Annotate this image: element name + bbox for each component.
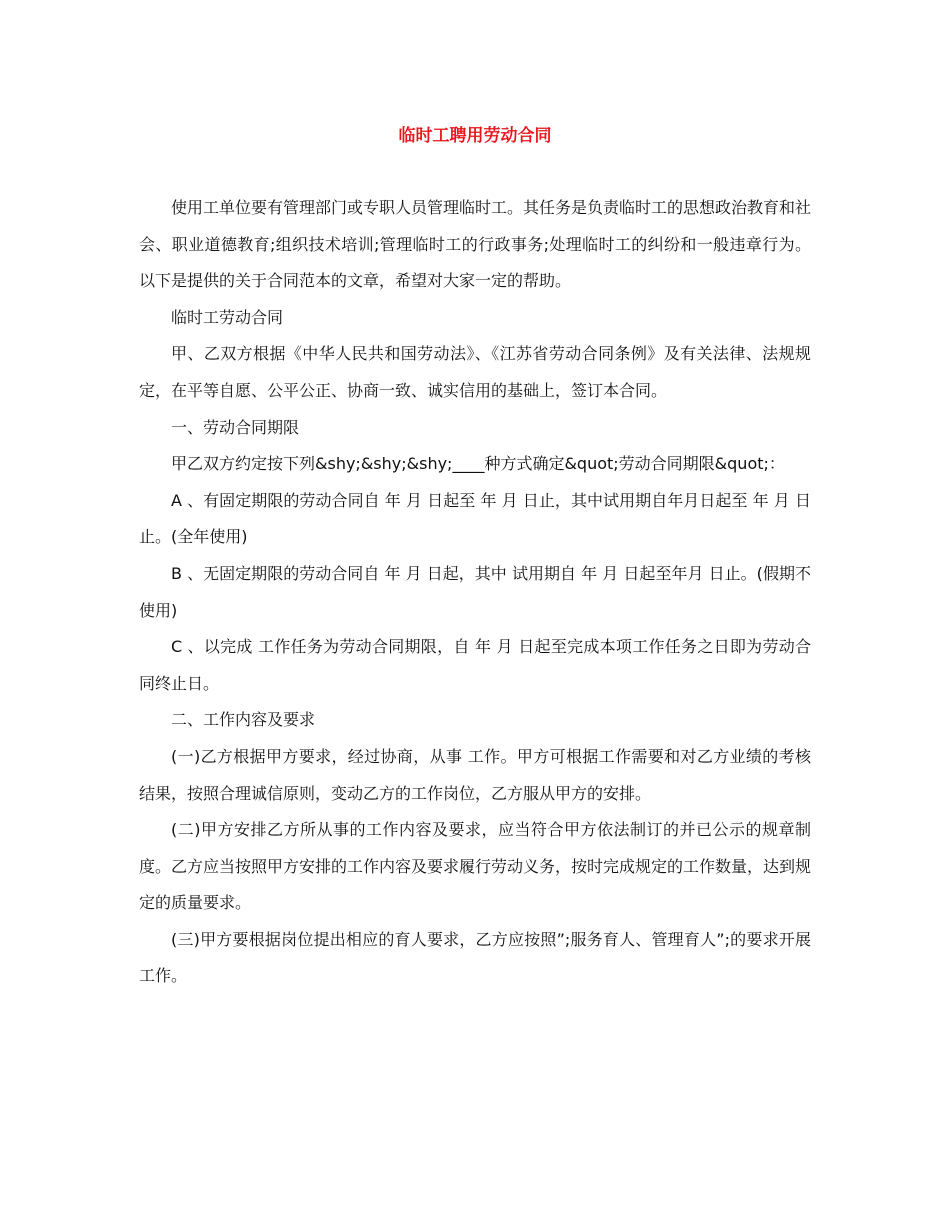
paragraph-term-method: 甲乙双方约定按下列&shy;&shy;&shy;____种方式确定&quot;劳动合同期限&quot;： bbox=[171, 454, 785, 474]
paragraph-intro: 使用工单位要有管理部门或专职人员管理临时工。其任务是负责临时工的思想政治教育和社会、职业道德教育;组织技术培训;管理临时工的行政事务;处理临时工的纠纷和一般违章行为。以下是提供的关于合同范本的文章，希望对大家一定的帮助。 bbox=[139, 198, 812, 291]
paragraph-work-1: (一)乙方根据甲方要求，经过协商，从事 工作。甲方可根据工作需要和对乙方业绩的考核结果，按照合理诚信原则，变动乙方的工作岗位，乙方服从甲方的安排。 bbox=[139, 746, 811, 803]
paragraph-legal-basis: 甲、乙双方根据《中华人民共和国劳动法》、《江苏省劳动合同条例》及有关法律、法规规定，在平等自愿、公平公正、协商一致、诚实信用的基础上，签订本合同。 bbox=[139, 344, 811, 400]
section-heading-term: 一、劳动合同期限 bbox=[171, 417, 300, 437]
document-title: 临时工聘用劳动合同 bbox=[398, 126, 552, 146]
paragraph-work-2: (二)甲方安排乙方所从事的工作内容及要求，应当符合甲方依法制订的并已公示的规章制度。乙方应当按照甲方安排的工作内容及要求履行劳动义务，按时完成规定的工作数量，达到规定的质量要求。 bbox=[139, 820, 812, 913]
document-body bbox=[139, 190, 811, 995]
paragraph-work-3: (三)甲方要根据岗位提出相应的育人要求，乙方应按照”;服务育人、管理育人”;的要求开展工作。 bbox=[139, 929, 811, 986]
paragraph-term-c: C 、以完成 工作任务为劳动合同期限，自 年 月 日起至完成本项工作任务之日即为劳动合同终止日。 bbox=[139, 637, 811, 693]
section-heading-work: 二、工作内容及要求 bbox=[171, 710, 316, 730]
paragraph-contract-heading: 临时工劳动合同 bbox=[171, 307, 284, 327]
paragraph-term-a: A 、有固定期限的劳动合同自 年 月 日起至 年 月 日止，其中试用期自年月日起至 年 月 日止。(全年使用) bbox=[139, 490, 811, 547]
paragraph-term-b: B 、无固定期限的劳动合同自 年 月 日起，其中 试用期自 年 月 日起至年月 日止。(假期不使用) bbox=[139, 563, 811, 620]
